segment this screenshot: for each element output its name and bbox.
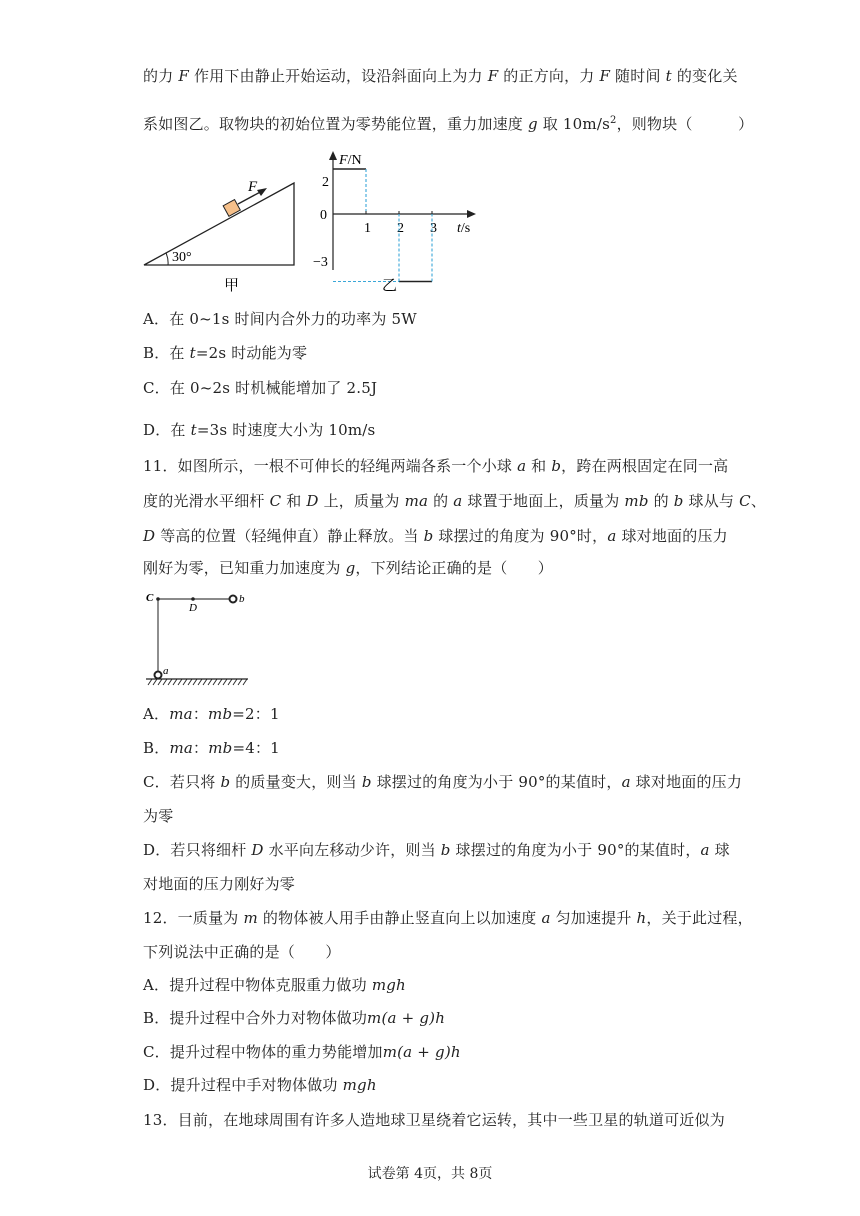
- label-c: C: [146, 592, 154, 604]
- q10-option-a: A．在 0~1s 时间内合外力的功率为 5W: [143, 310, 417, 328]
- q11-option-a: A．ma：mb=2：1: [143, 705, 280, 723]
- label-b: b: [239, 593, 245, 605]
- force-arrowhead: [257, 188, 267, 196]
- y-tick-2: 2: [322, 175, 329, 190]
- q11-line1: 11．如图所示，一根不可伸长的轻绳两端各系一个小球 a 和 b，跨在两根固定在同一高: [143, 457, 729, 475]
- x-tick-1: 1: [364, 221, 371, 236]
- figure-incline: [140, 170, 310, 295]
- rod-c: [156, 597, 160, 601]
- origin-label: 0: [320, 208, 327, 223]
- q11-option-d-line1: D．若只将细杆 D 水平向左移动少许，则当 b 球摆过的角度为小于 90°的某值时，a 球: [143, 841, 730, 859]
- graph-series: [333, 169, 432, 282]
- force-label: F: [248, 179, 258, 195]
- q11-option-b: B．ma：mb=4：1: [143, 739, 280, 757]
- q12-option-a: A．提升过程中物体克服重力做功 mgh: [143, 976, 406, 994]
- q13-line1: 13．目前，在地球周围有许多人造地球卫星绕着它运转，其中一些卫星的轨道可近似为: [143, 1111, 725, 1129]
- figure-force-time-graph: [310, 148, 490, 296]
- label-a: a: [163, 665, 169, 677]
- rod-d: [191, 597, 195, 601]
- ball-a: [155, 672, 162, 679]
- q10-option-b: B．在 t=2s 时动能为零: [143, 344, 308, 362]
- figure-rope-balls: [140, 588, 255, 688]
- y-tick-neg3: −3: [313, 255, 328, 270]
- ball-b: [230, 596, 237, 603]
- x-tick-2: 2: [397, 221, 404, 236]
- q12-line1: 12．一质量为 m 的物体被人用手由静止竖直向上以加速度 a 匀加速提升 h，关于此过程，: [143, 909, 753, 927]
- q12-option-b: B．提升过程中合外力对物体做功m(a + g)h: [143, 1009, 446, 1027]
- page-footer: 试卷第 4页，共 8页: [367, 1166, 493, 1182]
- q11-line2: 度的光滑水平细杆 C 和 D 上，质量为 ma 的 a 球置于地面上，质量为 mb 的 b 球从与 C、: [143, 492, 767, 510]
- q10-option-d: D．在 t=3s 时速度大小为 10m/s: [143, 421, 376, 439]
- q12-line2: 下列说法中正确的是（ ）: [143, 943, 341, 961]
- q10-line2: 系如图乙。取物块的初始位置为零势能位置，重力加速度 g 取 $10m/s^2$，则物块（ ）: [143, 115, 754, 133]
- q11-line3: D 等高的位置（轻绳伸直）静止释放。当 b 球摆过的角度为 90°时，a 球对地面的压力: [143, 527, 728, 545]
- x-axis-label: t/s: [457, 221, 471, 236]
- ground-hatching: [148, 679, 247, 685]
- caption-yi: 乙: [382, 276, 398, 294]
- incline-triangle: [144, 183, 294, 265]
- caption-jia: 甲: [224, 276, 240, 294]
- q11-line4: 刚好为零，已知重力加速度为 g，下列结论正确的是（ ）: [143, 559, 553, 577]
- angle-label: 30°: [172, 250, 192, 265]
- q12-option-c: C．提升过程中物体的重力势能增加m(a + g)h: [143, 1043, 461, 1061]
- q10-line1: 的力 F 作用下由静止开始运动，设沿斜面向上为力 F 的正方向，力 F 随时间 t 的变化关: [143, 67, 738, 85]
- y-axis-label: F/N: [339, 153, 362, 168]
- q12-option-d: D．提升过程中手对物体做功 mgh: [143, 1076, 377, 1094]
- label-d: D: [189, 602, 197, 614]
- q11-option-c-line2: 为零: [143, 807, 174, 825]
- q11-option-d-line2: 对地面的压力刚好为零: [143, 875, 296, 893]
- angle-arc: [166, 253, 168, 265]
- q10-option-c: C．在 0~2s 时机械能增加了 2.5J: [143, 379, 378, 397]
- x-tick-3: 3: [430, 221, 437, 236]
- q11-option-c-line1: C．若只将 b 的质量变大，则当 b 球摆过的角度为小于 90°的某值时，a 球对地面的压力: [143, 773, 743, 791]
